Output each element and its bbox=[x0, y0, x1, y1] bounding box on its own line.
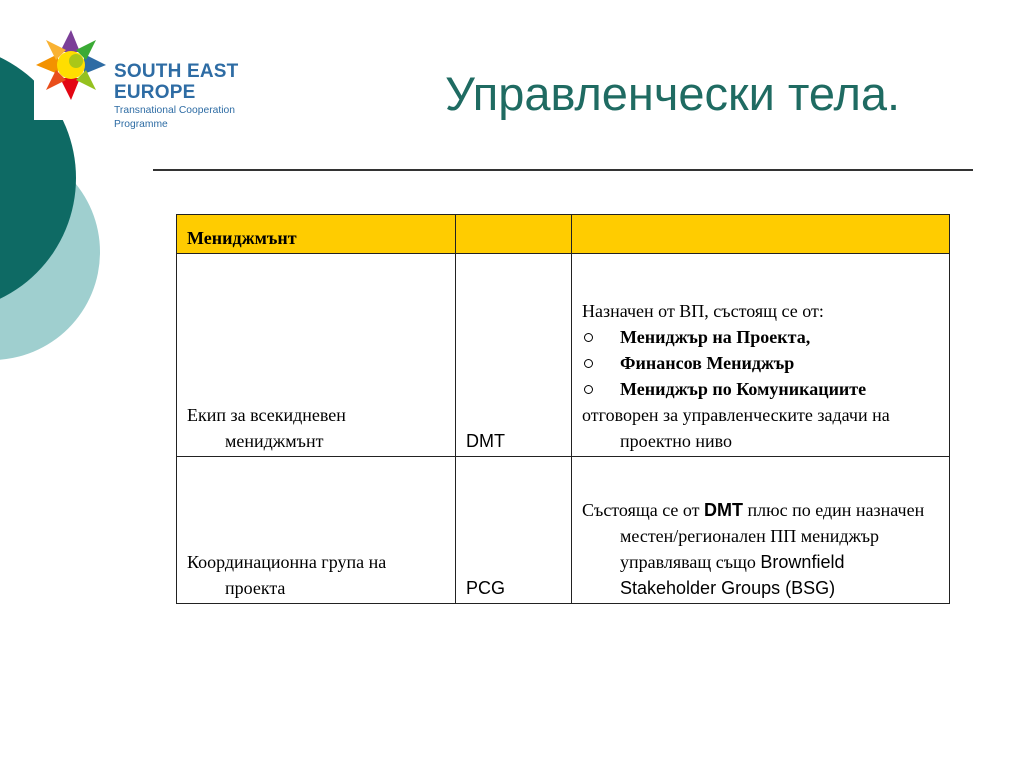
header-cell-acronym bbox=[456, 215, 572, 254]
header-cell-description bbox=[572, 215, 950, 254]
description-suffix: Brownfield Stakeholder Groups (BSG) bbox=[620, 552, 845, 598]
body-name: Координационна група на проекта bbox=[187, 552, 387, 598]
circle-bullet-icon bbox=[584, 359, 593, 368]
list-item bbox=[582, 376, 939, 402]
table-row bbox=[177, 457, 950, 604]
acronym-cell: PCG bbox=[456, 457, 572, 604]
title-divider bbox=[153, 169, 973, 171]
programme-logo bbox=[34, 28, 264, 130]
list-item bbox=[582, 350, 939, 376]
member-label: Мениджър на Проекта, bbox=[620, 327, 811, 347]
description-intro: Назначен от ВП, състоящ се от: bbox=[582, 301, 824, 321]
logo-wordmark bbox=[114, 62, 264, 132]
logo-line-2: EUROPE bbox=[114, 82, 196, 103]
star-logo-icon bbox=[34, 28, 108, 102]
body-name-cell bbox=[177, 254, 456, 457]
circle-bullet-icon bbox=[584, 385, 593, 394]
description-prefix: Състояща се от bbox=[582, 500, 700, 520]
management-bodies-table bbox=[176, 214, 950, 604]
description-middle: плюс по един назначен местен/регионален ПП мениджър управляващ също bbox=[620, 500, 925, 572]
table-header-row bbox=[177, 215, 950, 254]
description-outro: отговорен за управленческите задачи на проектно ниво bbox=[582, 405, 890, 451]
body-name: Екип за всекидневен мениджмънт bbox=[187, 405, 346, 451]
member-label: Финансов Мениджър bbox=[620, 353, 795, 373]
logo-subtitle: Transnational Cooperation Programme bbox=[114, 105, 235, 130]
description-cell bbox=[572, 457, 950, 604]
description-bold-acronym: DMT bbox=[704, 500, 744, 520]
acronym-cell: DMT bbox=[456, 254, 572, 457]
circle-bullet-icon bbox=[584, 333, 593, 342]
header-cell-management: Мениджмънт bbox=[177, 215, 456, 254]
logo-line-1: SOUTH EAST bbox=[114, 61, 239, 82]
slide-title: Управленчески тела. bbox=[445, 67, 901, 120]
description-cell bbox=[572, 254, 950, 457]
table-row bbox=[177, 254, 950, 457]
body-name-cell bbox=[177, 457, 456, 604]
list-item bbox=[582, 324, 939, 350]
description-text bbox=[582, 497, 939, 601]
member-list bbox=[582, 324, 939, 402]
member-label: Мениджър по Комуникациите bbox=[620, 379, 867, 399]
